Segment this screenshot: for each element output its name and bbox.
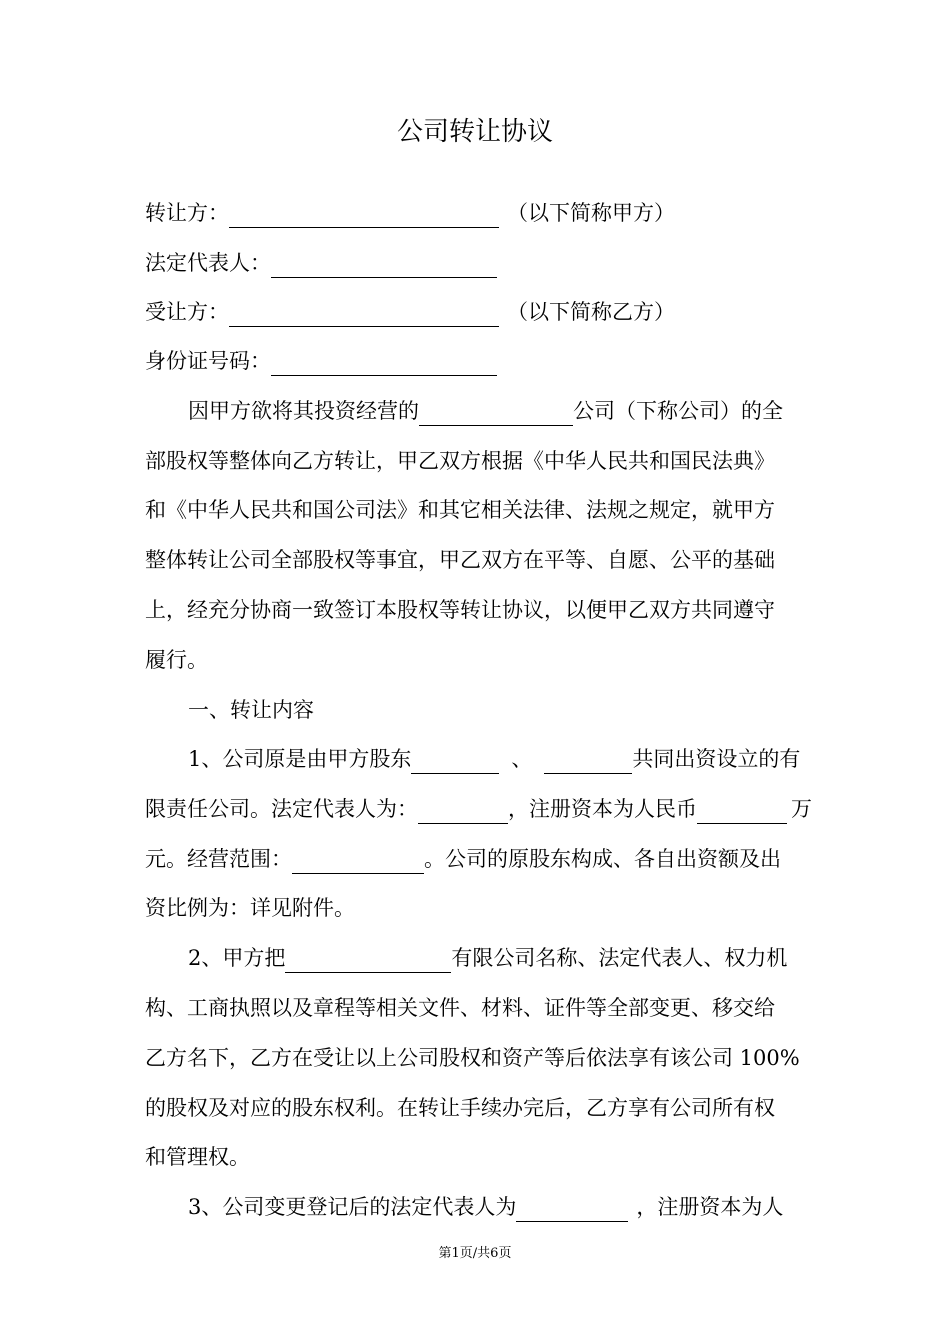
legal-rep-label: 法定代表人： [145,251,271,275]
clause-text: ，注册资本为人 [636,1195,784,1219]
clause1-line-3 [145,844,781,874]
clause-text: 、 [511,747,533,771]
section-heading: 一、转让内容 [188,698,314,722]
shareholder-2-blank[interactable] [544,749,632,774]
preamble-line-2: 部股权等整体向乙方转让，甲乙双方根据《中华人民共和国民法典》 [145,449,775,473]
preamble-line-1 [188,396,783,426]
transferee-note: （以下简称乙方） [507,300,675,324]
transferor-row [145,198,675,228]
legal-rep-name-blank[interactable] [418,799,508,824]
clause2-line-5: 和管理权。 [145,1145,250,1169]
clause-text: 万 [791,797,812,821]
company-blank[interactable] [285,948,451,973]
clause-text: 有限公司名称、法定代表人、权力机 [451,946,788,970]
clause2-line-1 [188,943,787,973]
preamble-text: 因甲方欲将其投资经营的 [188,399,419,423]
legal-rep-row [145,248,497,278]
page-title: 公司转让协议 [396,117,553,147]
clause1-line-2 [145,794,812,824]
clause2-line-3: 乙方名下，乙方在受让以上公司股权和资产等后依法享有该公司 100% [145,1046,800,1070]
clause2-line-4: 的股权及对应的股东权利。在转让手续办完后，乙方享有公司所有权 [145,1096,775,1120]
id-blank[interactable] [271,351,497,376]
clause-text: 1、公司原是由甲方股东 [188,747,412,771]
clause3-line-1 [188,1192,783,1222]
preamble-line-6: 履行。 [145,648,208,672]
clause-text: 元。经营范围： [145,847,292,871]
transferee-label: 受让方： [145,300,229,324]
company-name-blank[interactable] [419,401,573,426]
clause2-line-2: 构、工商执照以及章程等相关文件、材料、证件等全部变更、移交给 [145,996,775,1020]
clause1-line-4: 资比例为：详见附件。 [145,896,355,920]
id-label: 身份证号码： [145,349,271,373]
transferor-label: 转让方： [145,201,229,225]
clause-text: ，注册资本为人民币 [508,797,697,821]
id-row [145,346,497,376]
preamble-text: 公司（下称公司）的全 [573,399,783,423]
business-scope-blank[interactable] [292,849,424,874]
capital-amount-blank[interactable] [697,799,787,824]
clause-text: 共同出资设立的有 [632,747,801,771]
legal-rep-blank[interactable] [271,253,497,278]
transferor-note: （以下简称甲方） [507,201,675,225]
preamble-line-3: 和《中华人民共和国公司法》和其它相关法律、法规之规定，就甲方 [145,498,775,522]
new-legal-rep-blank[interactable] [516,1197,628,1222]
clause-text: 3、公司变更登记后的法定代表人为 [188,1195,517,1219]
preamble-line-4: 整体转让公司全部股权等事宜，甲乙双方在平等、自愿、公平的基础 [145,548,775,572]
transferor-blank[interactable] [229,203,499,228]
page-number: 第1页/共6页 [438,1246,512,1261]
clause-text: 2、甲方把 [188,946,286,970]
shareholder-1-blank[interactable] [411,749,499,774]
transferee-blank[interactable] [229,302,499,327]
transferee-row [145,297,675,327]
clause-text: 。公司的原股东构成、各自出资额及出 [424,847,781,871]
clause1-line-1 [188,744,800,774]
clause-text: 限责任公司。法定代表人为： [145,797,418,821]
preamble-line-5: 上，经充分协商一致签订本股权等转让协议，以便甲乙双方共同遵守 [145,598,775,622]
